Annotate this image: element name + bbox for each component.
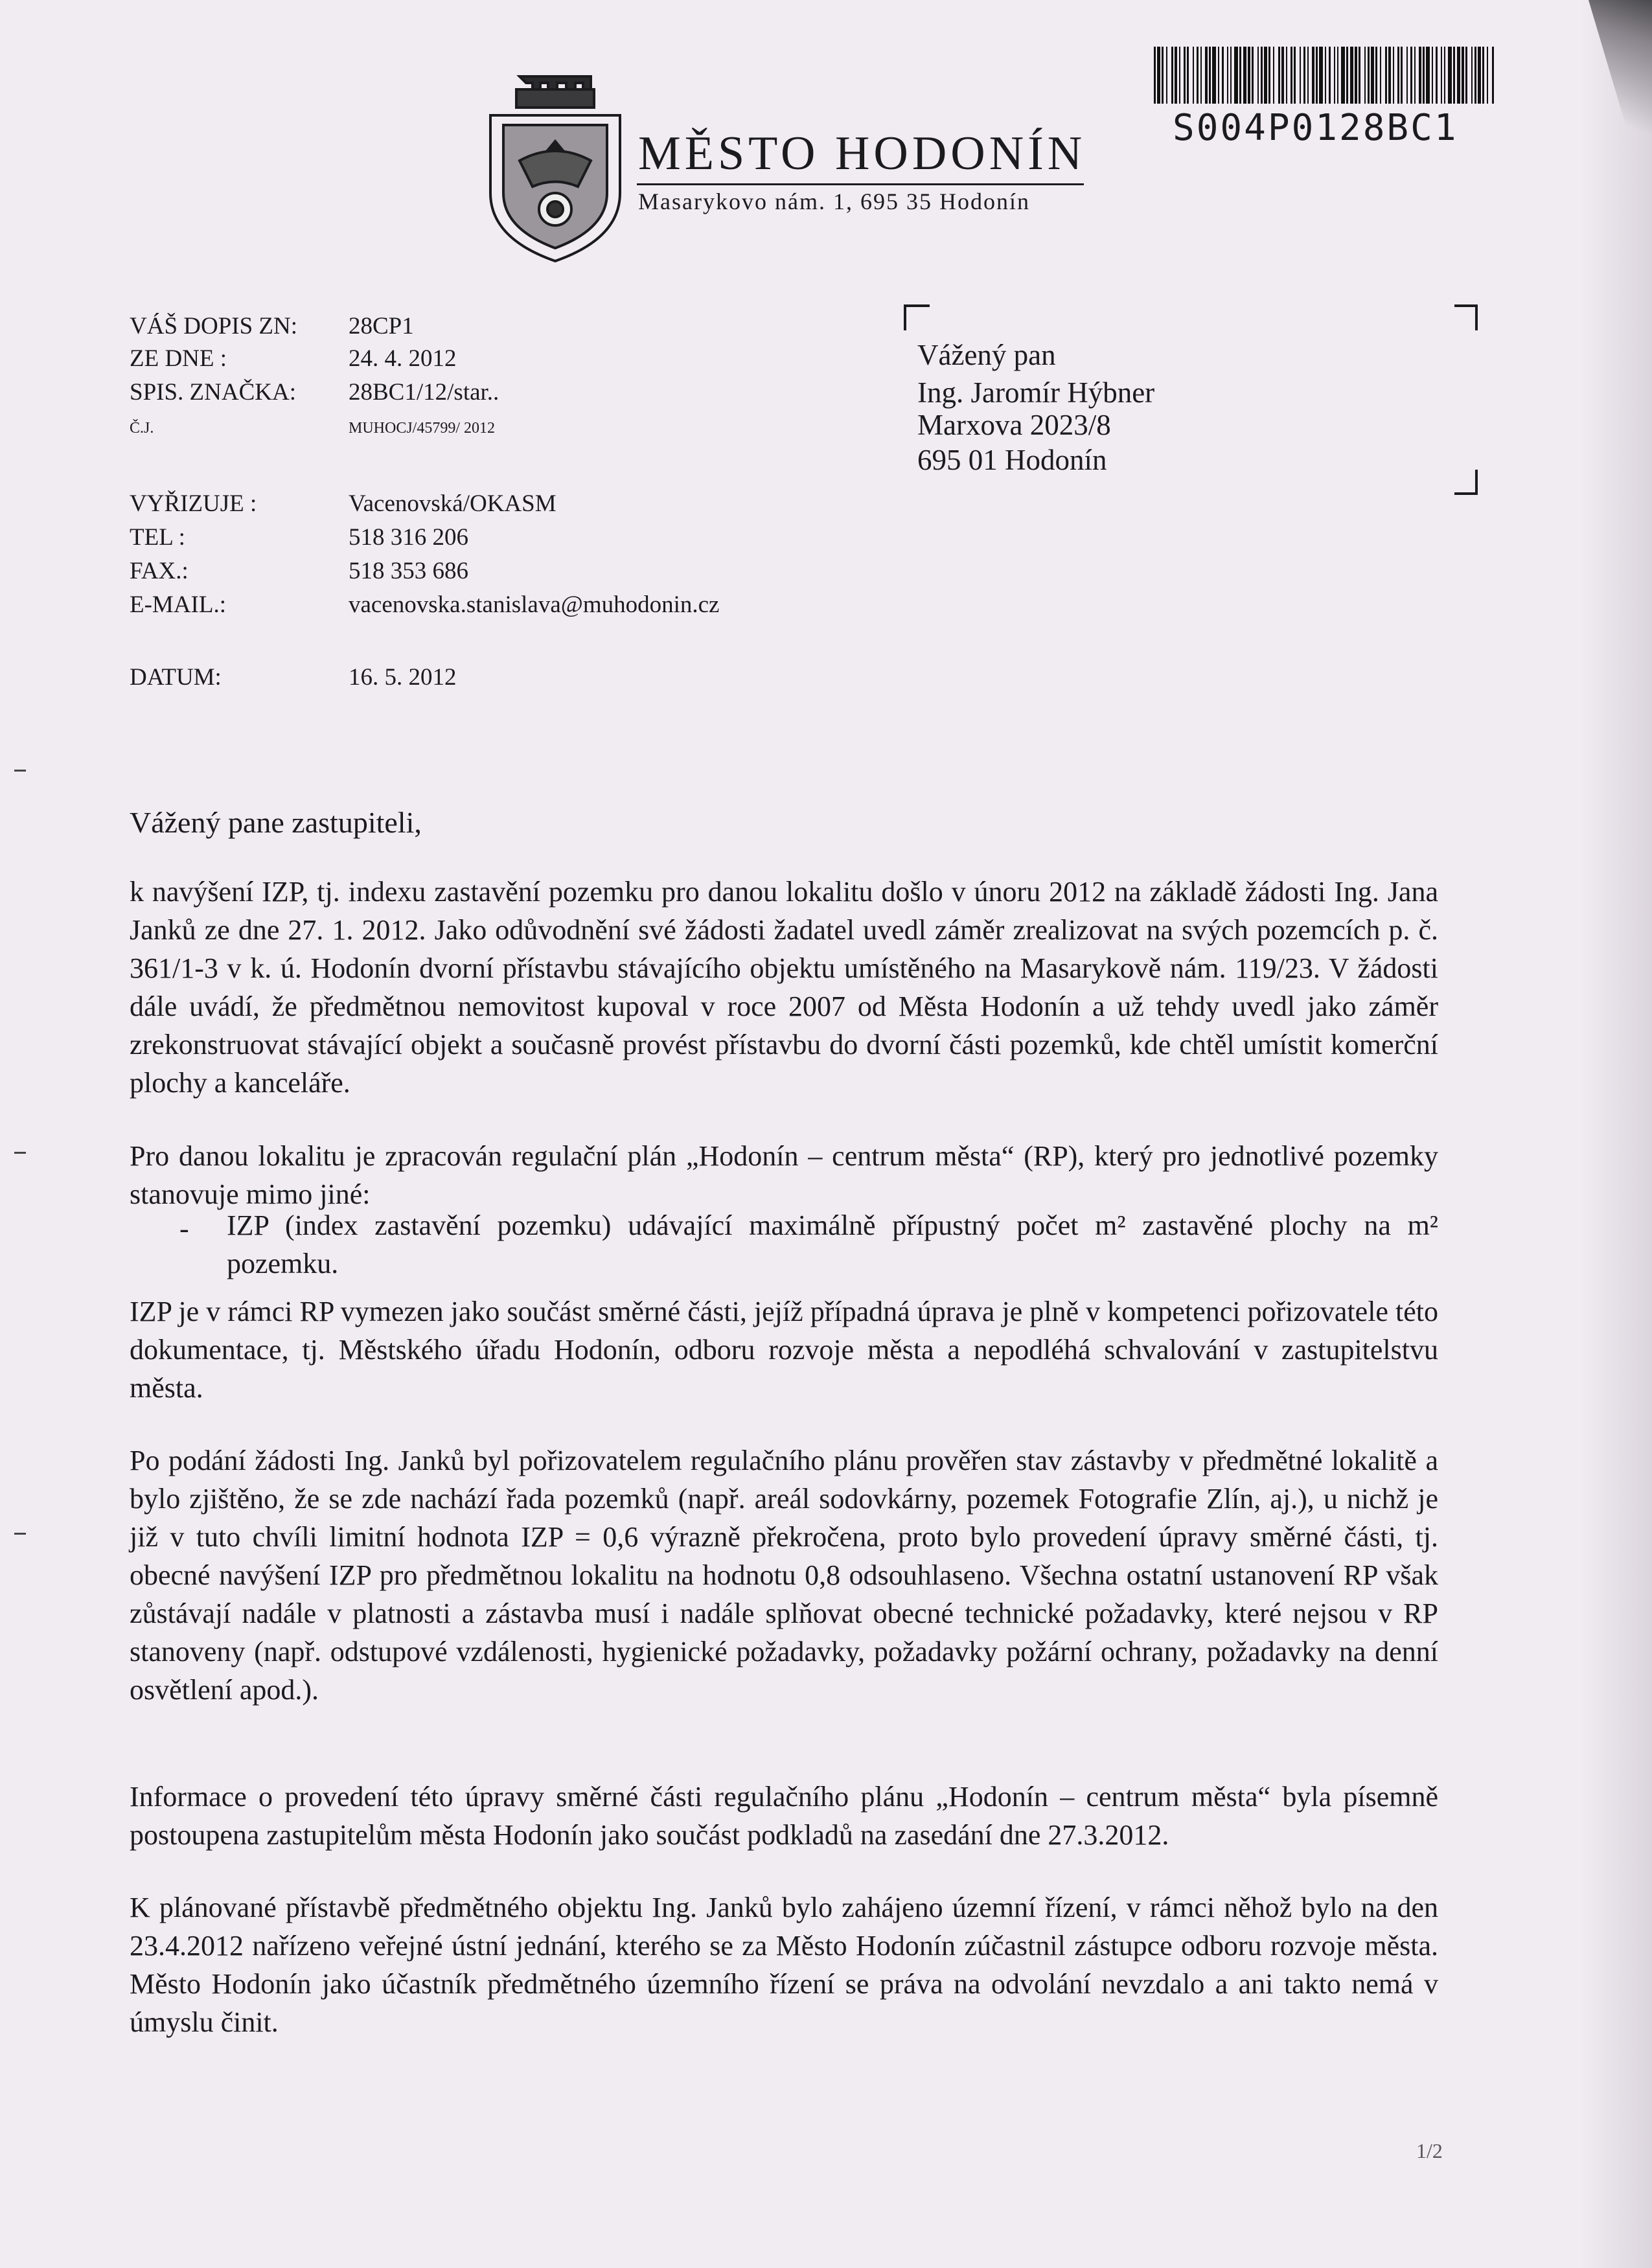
addressee-line-4: 695 01 Hodonín <box>917 444 1107 476</box>
ref-label-file-mark: SPIS. ZNAČKA: <box>130 379 296 406</box>
ref-label-datum: DATUM: <box>130 664 222 691</box>
paragraph-4: Po podání žádosti Ing. Janků byl pořizovatelem regulačního plánu prověřen stav zástavby v předmětné lokalitě a bylo zjištěno, že se zde nachází řada pozemků (např. areál sodovkárny, pozemek Fotografie Zlín, aj.), u nichž je již v tuto chvíli limitní hodnota IZP = 0,6 výrazně překročena, proto bylo provedení úpravy směrné části, tj. obecné navýšení IZP pro předmětnou lokalitu na hodnotu 0,8 odsouhlaseno. Všechna ostatní ustanovení RP však zůstávají nadále v platnosti a zástavba musí i nadále splňovat obecné technické požadavky, které nejsou v RP stanoveny (např. odstupové vzdálenosti, hygienické požadavky, požadavky požární ochrany, požadavky na denní osvětlení apod.). <box>130 1445 1438 1706</box>
addressee-line-1: Vážený pan <box>917 339 1056 371</box>
ref-value-phone: 518 316 206 <box>349 524 468 551</box>
addressee-line-3: Marxova 2023/8 <box>917 409 1111 441</box>
page-edge-shadow <box>1581 0 1652 2268</box>
ref-label-fax: FAX.: <box>130 558 189 584</box>
paragraph-6: K plánované přístavbě předmětného objektu Ing. Janků bylo zahájeno územní řízení, v rámci něhož bylo na den 23.4.2012 nařízeno veřejné ústní jednání, kterého se za Město Hodonín zúčastnil zástupce odboru rozvoje města. Město Hodonín jako účastník předmětného územního řízení se práva na odvolání nevzdalo a ani takto nemá v úmyslu činit. <box>130 1892 1438 2038</box>
city-address: Masarykovo nám. 1, 695 35 Hodonín <box>638 189 1030 214</box>
addressee-line-2: Ing. Jaromír Hýbner <box>917 376 1155 409</box>
ref-value-datum: 16. 5. 2012 <box>349 664 457 691</box>
document-barcode <box>1151 45 1500 105</box>
paragraph-3: IZP je v rámci RP vymezen jako součást směrné části, jejíž případná úprava je plně v kompetenci pořizovatele této dokumentace, tj. Městského úřadu Hodonín, odboru rozvoje města a nepodléhá schvalování v zastupitelstvu města. <box>130 1296 1438 1404</box>
ref-value-your-letter: 28CP1 <box>349 313 414 339</box>
paragraph-5: Informace o provedení této úpravy směrné části regulačního plánu „Hodonín – centrum města“ byla písemně postoupena zastupitelům města Hodonín jako součást podkladů na zasedání dne 27.3.2012. <box>130 1781 1438 1851</box>
ref-label-phone: TEL : <box>130 524 185 551</box>
city-name: MĚSTO HODONÍN <box>638 127 1086 180</box>
barcode-text: S004P0128BC1 <box>1173 107 1458 149</box>
ref-value-email: vacenovska.stanislava@muhodonin.cz <box>349 591 720 618</box>
ref-label-reference-number: Č.J. <box>130 420 154 437</box>
paragraph-1: k navýšení IZP, tj. indexu zastavění pozemku pro danou lokalitu došlo v únoru 2012 na základě žádosti Ing. Jana Janků ze dne 27. 1. 2012. Jako odůvodnění své žádosti žadatel uvedl záměr zrealizovat na svých pozemcích p. č. 361/1-3 v k. ú. Hodonín dvorní přístavbu stávajícího objektu umístěného na Masarykově nám. 119/23. V žádosti dále uvádí, že předmětnou nemovitost kupoval v roce 2007 od Města Hodonín a už tehdy uvedl jako záměr zrekonstruovat stávající objekt a současně provést přístavbu do dvorní části pozemků, kde chtěl umístit komerční plochy a kanceláře. <box>130 876 1438 1099</box>
bullet-dash: - <box>179 1213 189 1244</box>
ref-value-file-mark: 28BC1/12/star.. <box>349 379 499 406</box>
bullet-item: IZP (index zastavění pozemku) udávající maximálně přípustný počet m² zastavěné plochy na m² pozemku. <box>227 1209 1438 1279</box>
ref-value-date: 24. 4. 2012 <box>349 345 457 372</box>
margin-mark <box>14 1152 26 1154</box>
ref-value-handled-by: Vacenovská/OKASM <box>349 490 556 517</box>
salutation: Vážený pane zastupiteli, <box>130 806 422 839</box>
ref-value-reference-number: MUHOCJ/45799/ 2012 <box>349 420 496 437</box>
header-divider <box>637 183 1084 185</box>
ref-label-your-letter: VÁŠ DOPIS ZN: <box>130 313 298 339</box>
ref-label-email: E-MAIL.: <box>130 591 226 618</box>
margin-mark <box>14 770 26 772</box>
city-crest-logo <box>481 70 630 264</box>
paragraph-2: Pro danou lokalitu je zpracován regulační plán „Hodonín – centrum města“ (RP), který pro jednotlivé pozemky stanovuje mimo jiné: <box>130 1140 1438 1210</box>
page-number: 1/2 <box>1416 2139 1443 2162</box>
ref-value-fax: 518 353 686 <box>349 558 468 584</box>
ref-label-date: ZE DNE : <box>130 345 227 372</box>
margin-mark <box>14 1533 26 1535</box>
ref-label-handled-by: VYŘIZUJE : <box>130 490 257 517</box>
